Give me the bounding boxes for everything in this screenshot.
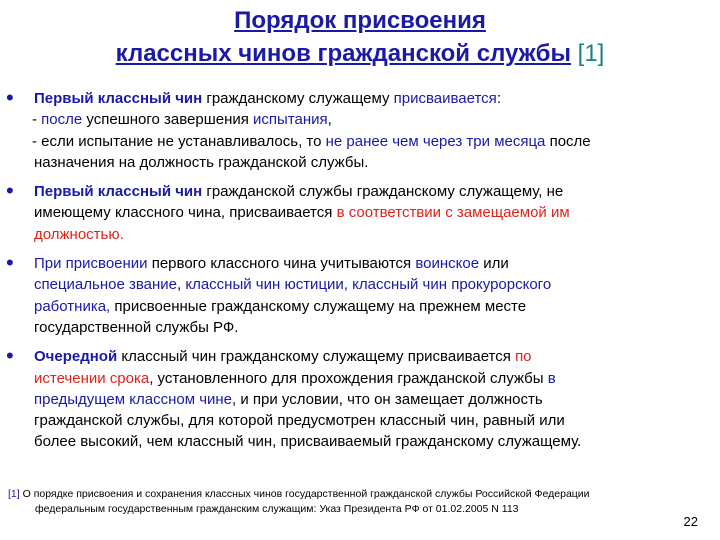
title-line-1: Порядок присвоения (234, 7, 486, 34)
emphasis-text: испытания (253, 111, 328, 129)
emphasis-text: воинское (415, 255, 480, 273)
footnote-reference[interactable]: [1] (8, 488, 20, 500)
emphasis-text: работника, (34, 297, 115, 315)
emphasis-text: специальное звание (34, 276, 178, 294)
sub-item: - после успешного завершения испытания, (32, 111, 332, 129)
slide-body (6, 85, 706, 453)
highlight-text: истечении срока (34, 369, 150, 387)
footnote: [1] О порядке присвоения и сохранения классных чинов государственной гражданской службы Российской Федерации федеральным государственным гражданским служащим: Указ Президента РФ от 01.02.2005 N 113 (8, 488, 590, 515)
highlight-text: должностью. (34, 225, 124, 243)
bullet-icon: • (6, 178, 14, 204)
list-item: • При присвоении первого классного чина учитываются воинское или специальное звание, классный чин юстиции, классный чин прокурорского работника, присвоенные гражданскому служащему на прежнем месте государственной службы РФ. (6, 250, 552, 336)
sub-item-continuation: назначения на должность гражданской службы. (34, 153, 369, 171)
emphasis-text: присваивается (393, 90, 497, 107)
emphasis-text: в (547, 369, 556, 387)
emphasis-text: после (41, 111, 83, 129)
emphasis-text: классный чин юстиции, классный чин прокурорского (185, 276, 552, 294)
sub-item: - если испытание не устанавливалось, то не ранее чем через три месяца после (32, 132, 591, 150)
bullet-icon: • (6, 250, 14, 276)
bullet-icon: • (6, 343, 14, 369)
emphasis-text: Первый классный чин (34, 183, 203, 201)
emphasis-text: не ранее чем через три месяца (325, 132, 546, 150)
emphasis-text: При присвоении (34, 255, 148, 273)
emphasis-text: Первый классный чин (34, 90, 203, 107)
list-item: • Первый классный чин гражданской службы гражданскому служащему, не имеющему классного чина, присваивается в соответствии с замещаемой им должностью. (6, 178, 570, 243)
title-line-2: классных чинов гражданской службы (115, 40, 571, 67)
emphasis-text: предыдущем классном чине (34, 390, 233, 408)
emphasis-text: Очередной (34, 348, 118, 366)
highlight-text: в соответствии с замещаемой им (336, 204, 570, 222)
bullet-icon: • (6, 85, 14, 110)
slide-title (0, 4, 720, 70)
highlight-text: по (515, 348, 532, 366)
page-number: 22 (683, 514, 698, 529)
body-text: гражданскому служащему (202, 90, 394, 107)
list-item: • Очередной классный чин гражданскому служащему присваивается по истечении срока, установленного для прохождения гражданской службы в предыдущем классном чине, и при условии, что он замещает должность гражданской службы, для которой предусмотрен классный чин, равный или более высокий, чем классный чин, присваиваемый гражданскому служащему. (6, 343, 582, 451)
body-text: : (496, 90, 501, 107)
list-item (6, 85, 706, 173)
title-reference[interactable]: [1] (570, 40, 605, 67)
